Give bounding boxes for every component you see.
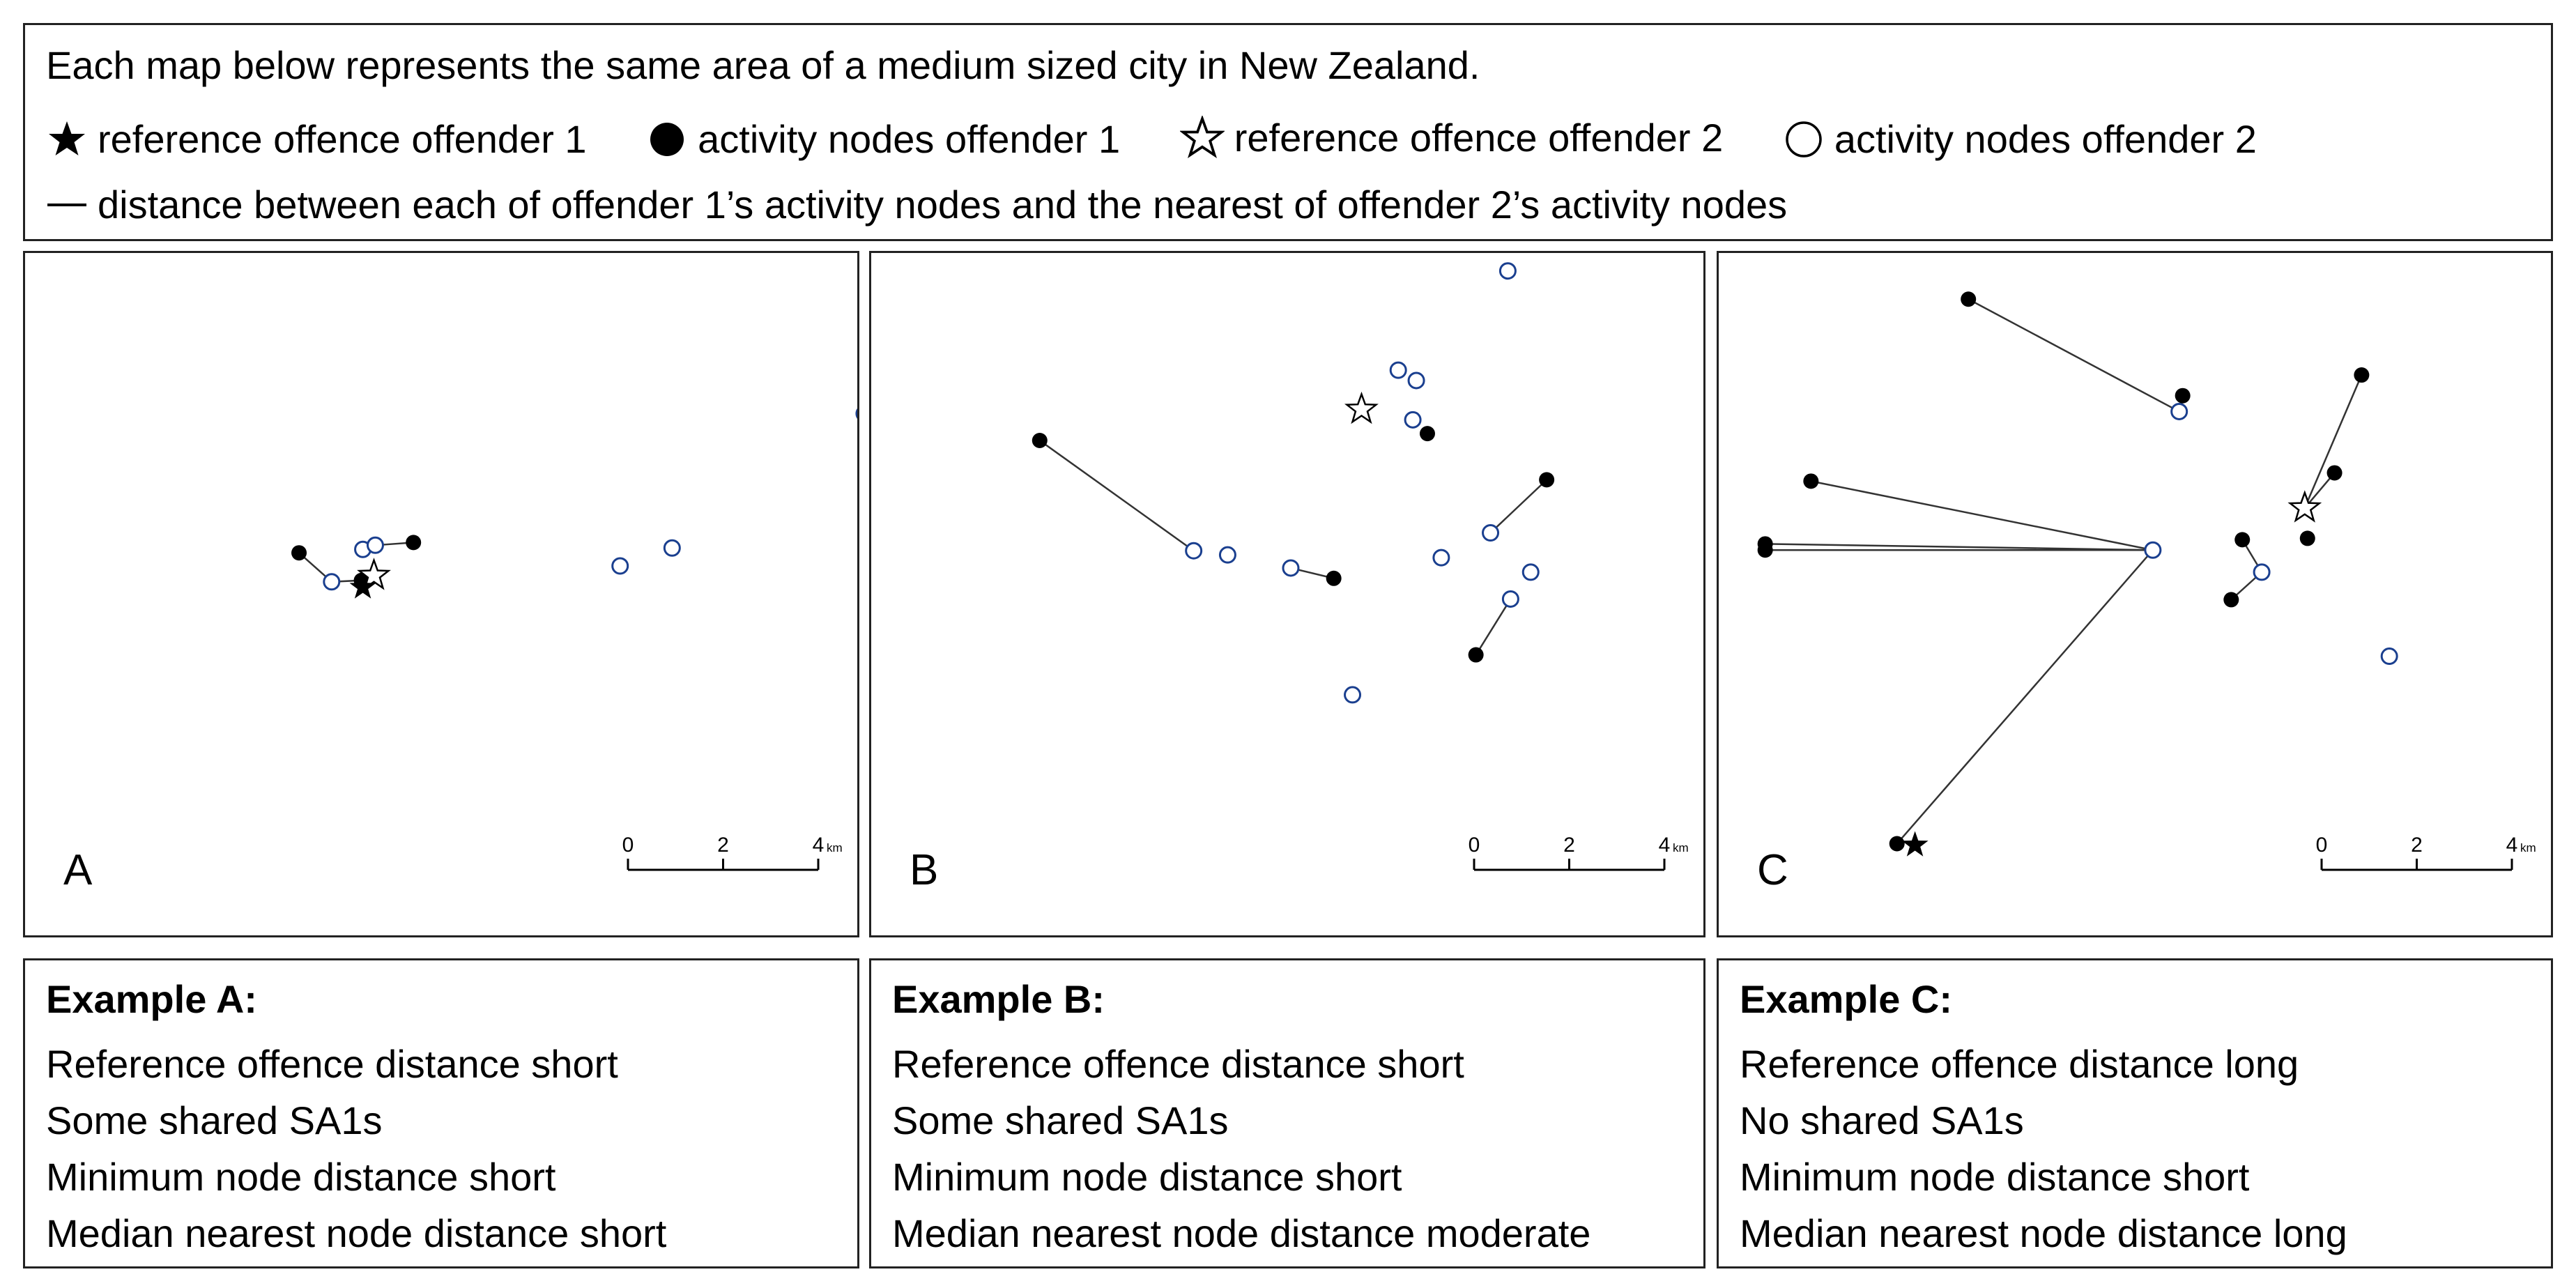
legend-label-ref2: reference offence offender 2 <box>1234 116 1724 160</box>
line-icon <box>46 184 88 226</box>
offender2-node <box>1186 543 1202 558</box>
legend-label-nodes1: activity nodes offender 1 <box>698 117 1121 161</box>
filled-circle-icon <box>646 118 688 160</box>
offender1-node <box>1889 836 1905 852</box>
example-box-b <box>869 958 1705 1268</box>
offender1-node <box>1032 433 1048 448</box>
offender1-node <box>406 535 421 550</box>
example-line: Minimum node distance short <box>1740 1155 2250 1199</box>
open-star-icon <box>1180 116 1225 160</box>
map-layer <box>1758 291 2398 856</box>
distance-line <box>1897 550 2153 843</box>
example-line: Reference offence distance long <box>1740 1042 2299 1086</box>
panel-letter-b: B <box>910 846 939 894</box>
example-title-b: Example B: <box>892 977 1105 1021</box>
scale-bar-tick-label: 2 <box>1563 834 1575 857</box>
offender2-node <box>1503 591 1518 606</box>
scale-bar <box>622 834 843 870</box>
distance-line <box>1476 599 1511 654</box>
scale-bar-unit: km <box>827 841 843 854</box>
map-panel-c <box>1717 251 2553 937</box>
offender2-node <box>613 558 628 574</box>
map-canvas-c <box>1719 253 2551 935</box>
offender1-node <box>2234 532 2250 547</box>
scale-bar-unit: km <box>1673 841 1689 854</box>
offender2-node <box>367 537 383 553</box>
offender2-node <box>1390 362 1406 378</box>
example-title-a: Example A: <box>46 977 257 1021</box>
offender2-node <box>1523 565 1538 580</box>
scale-bar-tick-label: 2 <box>717 834 729 857</box>
scale-bar-tick-label: 4 <box>812 834 825 857</box>
open-circle-icon <box>1783 118 1825 160</box>
legend-label-ref1: reference offence offender 1 <box>98 117 587 161</box>
example-line: Median nearest node distance moderate <box>892 1211 1591 1255</box>
example-box-a <box>23 958 859 1268</box>
example-lines-b <box>892 1036 1590 1262</box>
legend-symbols-row <box>46 116 2306 167</box>
offender1-node <box>1758 542 1773 558</box>
map-canvas-b <box>871 253 1703 935</box>
offender1-node <box>1961 291 1976 307</box>
example-line: Reference offence distance short <box>46 1042 618 1086</box>
offender2-node <box>1500 263 1515 279</box>
example-box-c <box>1717 958 2553 1268</box>
offender2-node <box>1483 526 1498 541</box>
scale-bar-tick-label: 4 <box>2506 834 2518 857</box>
offender1-node <box>2327 465 2343 480</box>
example-line: Reference offence distance short <box>892 1042 1464 1086</box>
filled-star-icon <box>46 118 88 160</box>
offender2-node <box>2172 404 2187 419</box>
offender2-node <box>1283 560 1298 576</box>
legend-line-row <box>46 184 1836 232</box>
distance-line <box>1491 480 1547 532</box>
scale-bar <box>1469 834 1689 870</box>
offender2-node <box>664 540 680 555</box>
panel-letter-a: A <box>63 846 93 894</box>
offender2-node <box>1345 687 1360 703</box>
scale-bar-tick-label: 4 <box>1658 834 1671 857</box>
legend-label-nodes2: activity nodes offender 2 <box>1834 117 2257 161</box>
map-panel-a <box>23 251 859 937</box>
offender2-node <box>2382 649 2397 664</box>
distance-line <box>1040 440 1194 551</box>
legend-label-line: distance between each of offender 1’s activity nodes and the nearest of offender 2’s activity nodes <box>98 183 1788 227</box>
offender2-node <box>324 574 339 590</box>
legend-item-line <box>46 184 1787 226</box>
map-layer <box>1032 263 1554 703</box>
example-line: Median nearest node distance short <box>46 1211 667 1255</box>
panel-letter-c: C <box>1757 846 1788 894</box>
offender1-node <box>1326 571 1342 586</box>
offender1-node <box>2354 367 2369 383</box>
offender1-node <box>1469 647 1484 663</box>
offender2-node <box>1405 412 1420 427</box>
scale-bar-tick-label: 0 <box>1468 834 1480 857</box>
map-layer <box>291 406 857 598</box>
example-line: Median nearest node distance long <box>1740 1211 2347 1255</box>
legend-item-ref1 <box>46 118 587 160</box>
scale-bar-unit: km <box>2520 841 2536 854</box>
offender2-node <box>1434 550 1449 565</box>
example-lines-a <box>46 1036 666 1262</box>
legend-item-nodes1 <box>646 118 1120 160</box>
map-canvas-a <box>25 253 857 935</box>
example-line: Some shared SA1s <box>46 1098 383 1142</box>
distance-line <box>1968 299 2179 411</box>
offender1-node <box>1803 473 1818 489</box>
offender1-node <box>2300 530 2315 546</box>
reference-offence-offender2 <box>1347 394 1377 422</box>
distance-line <box>1811 481 2153 550</box>
offender2-node <box>1409 373 1424 388</box>
example-title-c: Example C: <box>1740 977 1952 1021</box>
scale-bar-tick-label: 0 <box>622 834 634 857</box>
offender2-node <box>2145 542 2161 558</box>
example-line: Minimum node distance short <box>46 1155 556 1199</box>
scale-bar <box>2316 834 2536 870</box>
offender1-node <box>1539 472 1554 487</box>
offender1-node <box>291 545 307 560</box>
offender1-node <box>2223 592 2239 607</box>
example-lines-c <box>1740 1036 2347 1262</box>
scale-bar-tick-label: 0 <box>2315 834 2328 857</box>
legend-item-nodes2 <box>1783 118 2257 160</box>
offender2-node <box>1220 547 1235 562</box>
example-line: Some shared SA1s <box>892 1098 1229 1142</box>
map-panel-b <box>869 251 1705 937</box>
offender1-node <box>1420 426 1435 441</box>
distance-line <box>2305 375 2362 508</box>
legend-intro: Each map below represents the same area of a medium sized city in New Zealand. <box>46 43 1480 87</box>
example-line: Minimum node distance short <box>892 1155 1402 1199</box>
legend-item-ref2 <box>1180 116 1724 160</box>
offender2-node <box>2254 565 2269 580</box>
scale-bar-tick-label: 2 <box>2411 834 2423 857</box>
legend-box <box>23 23 2553 241</box>
distance-line <box>1765 544 2153 550</box>
example-line: No shared SA1s <box>1740 1098 2024 1142</box>
offender1-node <box>2175 388 2191 404</box>
